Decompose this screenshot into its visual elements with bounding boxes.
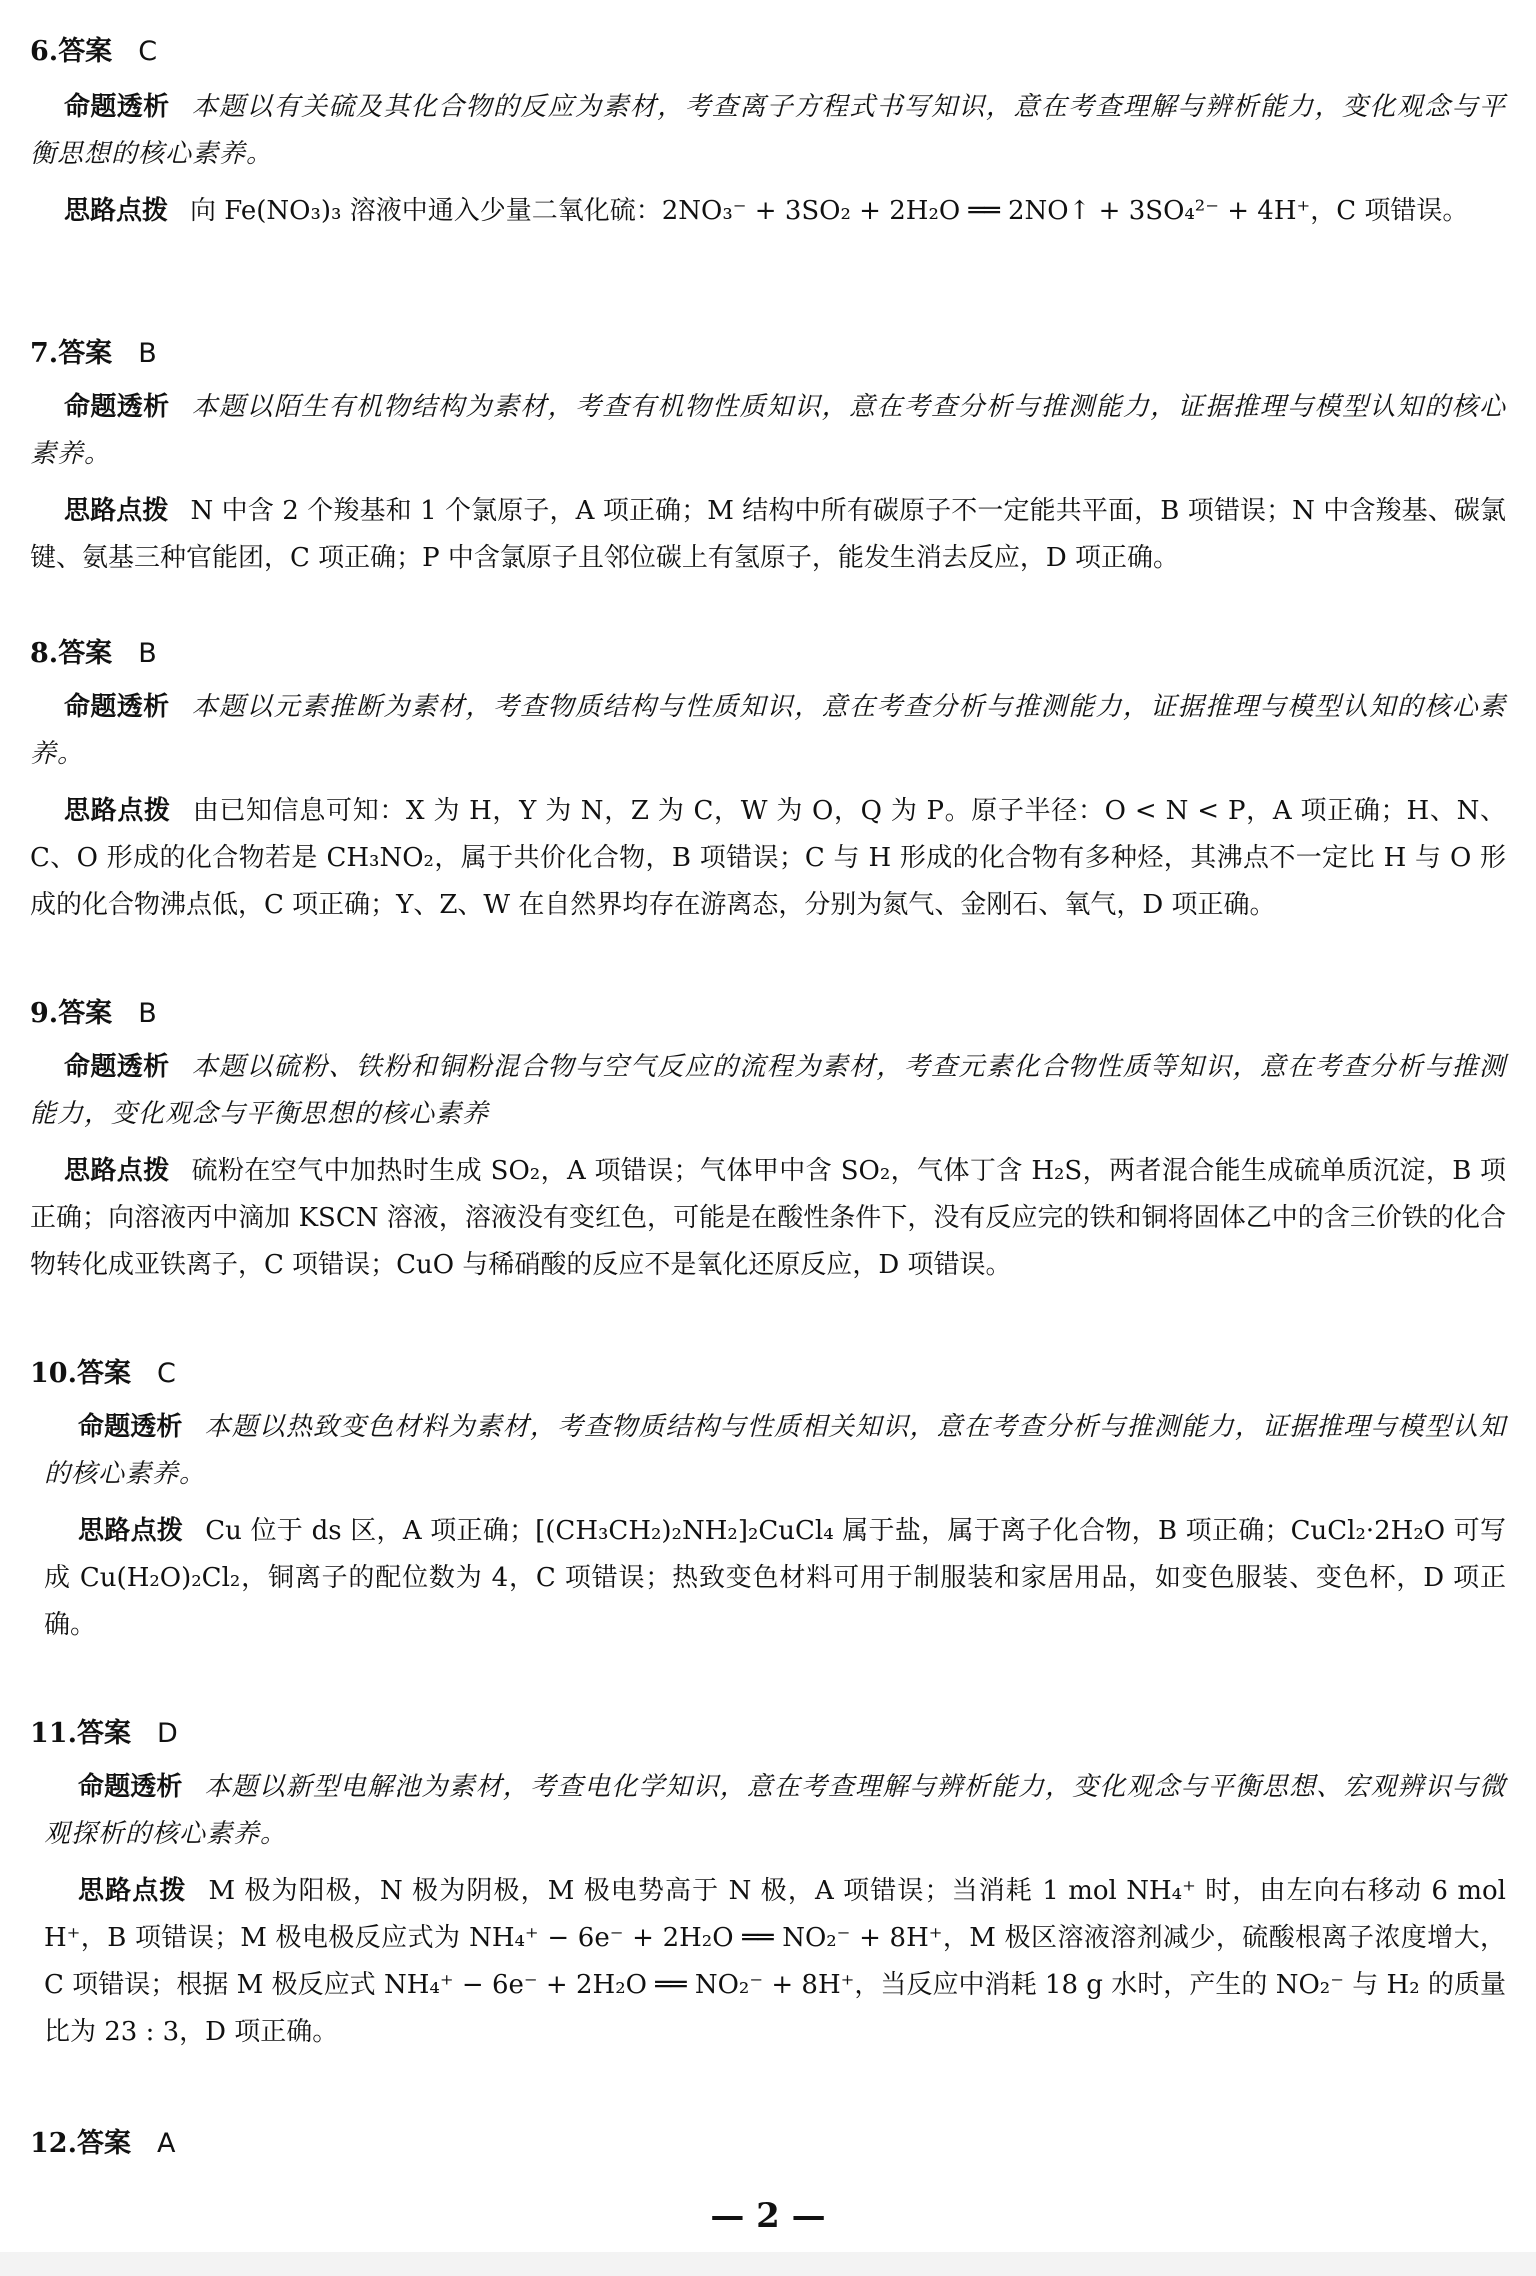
hint-text: 硫粉在空气中加热时生成 SO₂，A 项错误；气体甲中含 SO₂，气体丁含 H₂S，两者混合能生成硫单质沉淀，B 项正确；向溶液丙中滴加 KSCN 溶液，溶液没有变红色，可能是在酸性条件下，没有反应完的铁和铜将固体乙中的含三价铁的化合物转化成亚铁离子，C 项错误；CuO 与稀硝酸的反应不是氧化还原反应，D 项错误。 [30,1156,1506,1280]
intent-label: 命题透析 [78,1412,183,1442]
question-number: 10. [30,1358,77,1389]
question-number: 9. [30,998,59,1029]
intent-text: 本题以新型电解池为素材，考查电化学知识，意在考查理解与辨析能力，变化观念与平衡思想、宏观辨识与微观探析的核心素养。 [44,1772,1506,1849]
question-number: 7. [30,338,59,369]
question-number: 6. [30,36,59,67]
question-number: 12. [30,2128,77,2159]
intent-label: 命题透析 [64,1052,170,1082]
answer-line [30,1710,178,1758]
answer-value: A [156,2128,176,2159]
hint-paragraph [30,788,1506,929]
intent-paragraph [44,1404,1506,1498]
answer-value: D [156,1718,178,1749]
hint-label: 思路点拨 [64,196,169,226]
hint-paragraph [44,1508,1506,1649]
intent-label: 命题透析 [64,392,170,422]
question-number: 8. [30,638,59,669]
answer-line [30,330,157,378]
answer-line [30,2120,175,2168]
answer-label: 答案 [76,1718,131,1749]
answer-value: B [138,998,157,1029]
intent-paragraph [30,1044,1506,1138]
intent-label: 命题透析 [64,692,170,722]
answer-label: 答案 [58,638,113,669]
hint-label: 思路点拨 [78,1516,184,1546]
hint-paragraph [30,488,1506,582]
answer-label: 答案 [76,1358,131,1389]
answer-label: 答案 [58,998,113,1029]
intent-text: 本题以陌生有机物结构为素材，考查有机物性质知识，意在考查分析与推测能力，证据推理与模型认知的核心素养。 [30,392,1506,469]
intent-paragraph [30,384,1506,478]
page-number: — 2 — [710,2196,826,2236]
hint-text: 由已知信息可知：X 为 H，Y 为 N，Z 为 C，W 为 O，Q 为 P。原子半径：O < N < P，A 项正确；H、N、C、O 形成的化合物若是 CH₃NO₂，属于共价化合物，B 项错误；C 与 H 形成的化合物有多种烃，其沸点不一定比 H 与 O 形成的化合物沸点低，C 项正确；Y、Z、W 在自然界均存在游离态，分别为氮气、金刚石、氧气，D 项正确。 [30,796,1506,920]
answer-value: B [138,338,157,369]
hint-text: M 极为阳极，N 极为阴极，M 极电势高于 N 极，A 项错误；当消耗 1 mol NH₄⁺ 时，由左向右移动 6 mol H⁺，B 项错误；M 极电极反应式为 NH₄⁺ − 6e⁻ + 2H₂O ══ NO₂⁻ + 8H⁺，M 极区溶液溶剂减少，硫酸根离子浓度增大，C 项错误；根据 M 极反应式 NH₄⁺ − 6e⁻ + 2H₂O ══ NO₂⁻ + 8H⁺，当反应中消耗 18 g 水时，产生的 NO₂⁻ 与 H₂ 的质量比为 23 : 3，D 项正确。 [44,1876,1506,2047]
hint-paragraph [30,1148,1506,1289]
answer-value: C [156,1358,176,1389]
hint-label: 思路点拨 [64,796,171,826]
answer-label: 答案 [76,2128,131,2159]
answer-line [30,28,157,76]
hint-label: 思路点拨 [64,1156,170,1186]
answer-value: B [138,638,157,669]
hint-paragraph [44,1868,1506,2056]
answer-line [30,1350,176,1398]
hint-text: N 中含 2 个羧基和 1 个氯原子，A 项正确；M 结构中所有碳原子不一定能共平面，B 项错误；N 中含羧基、碳氯键、氨基三种官能团，C 项正确；P 中含氯原子且邻位碳上有氢原子，能发生消去反应，D 项正确。 [30,496,1506,573]
hint-text: Cu 位于 ds 区，A 项正确；[(CH₃CH₂)₂NH₂]₂CuCl₄ 属于盐，属于离子化合物，B 项正确；CuCl₂·2H₂O 可写成 Cu(H₂O)₂Cl₂，铜离子的配位数为 4，C 项错误；热致变色材料可用于制服装和家居用品，如变色服装、变色杯，D 项正确。 [44,1516,1506,1640]
intent-text: 本题以元素推断为素材，考查物质结构与性质知识，意在考查分析与推测能力，证据推理与模型认知的核心素养。 [30,692,1506,769]
intent-text: 本题以有关硫及其化合物的反应为素材，考查离子方程式书写知识，意在考查理解与辨析能力，变化观念与平衡思想的核心素养。 [30,92,1506,169]
scan-edge [0,2252,1536,2276]
answer-line [30,630,157,678]
hint-label: 思路点拨 [64,496,169,526]
intent-paragraph [44,1764,1506,1858]
hint-text: 向 Fe(NO₃)₃ 溶液中通入少量二氧化硫：2NO₃⁻ + 3SO₂ + 2H₂O ══ 2NO↑ + 3SO₄²⁻ + 4H⁺，C 项错误。 [190,196,1469,226]
answer-line [30,990,157,1038]
hint-paragraph [30,188,1506,235]
intent-text: 本题以热致变色材料为素材，考查物质结构与性质相关知识，意在考查分析与推测能力，证据推理与模型认知的核心素养。 [44,1412,1506,1489]
question-number: 11. [30,1718,77,1749]
answer-value: C [138,36,158,67]
answer-label: 答案 [58,36,113,67]
intent-label: 命题透析 [78,1772,183,1802]
intent-text: 本题以硫粉、铁粉和铜粉混合物与空气反应的流程为素材，考查元素化合物性质等知识，意在考查分析与推测能力，变化观念与平衡思想的核心素养 [30,1052,1506,1129]
intent-paragraph [30,684,1506,778]
hint-label: 思路点拨 [78,1876,187,1906]
intent-label: 命题透析 [64,92,170,122]
intent-paragraph [30,84,1506,178]
answer-label: 答案 [58,338,113,369]
